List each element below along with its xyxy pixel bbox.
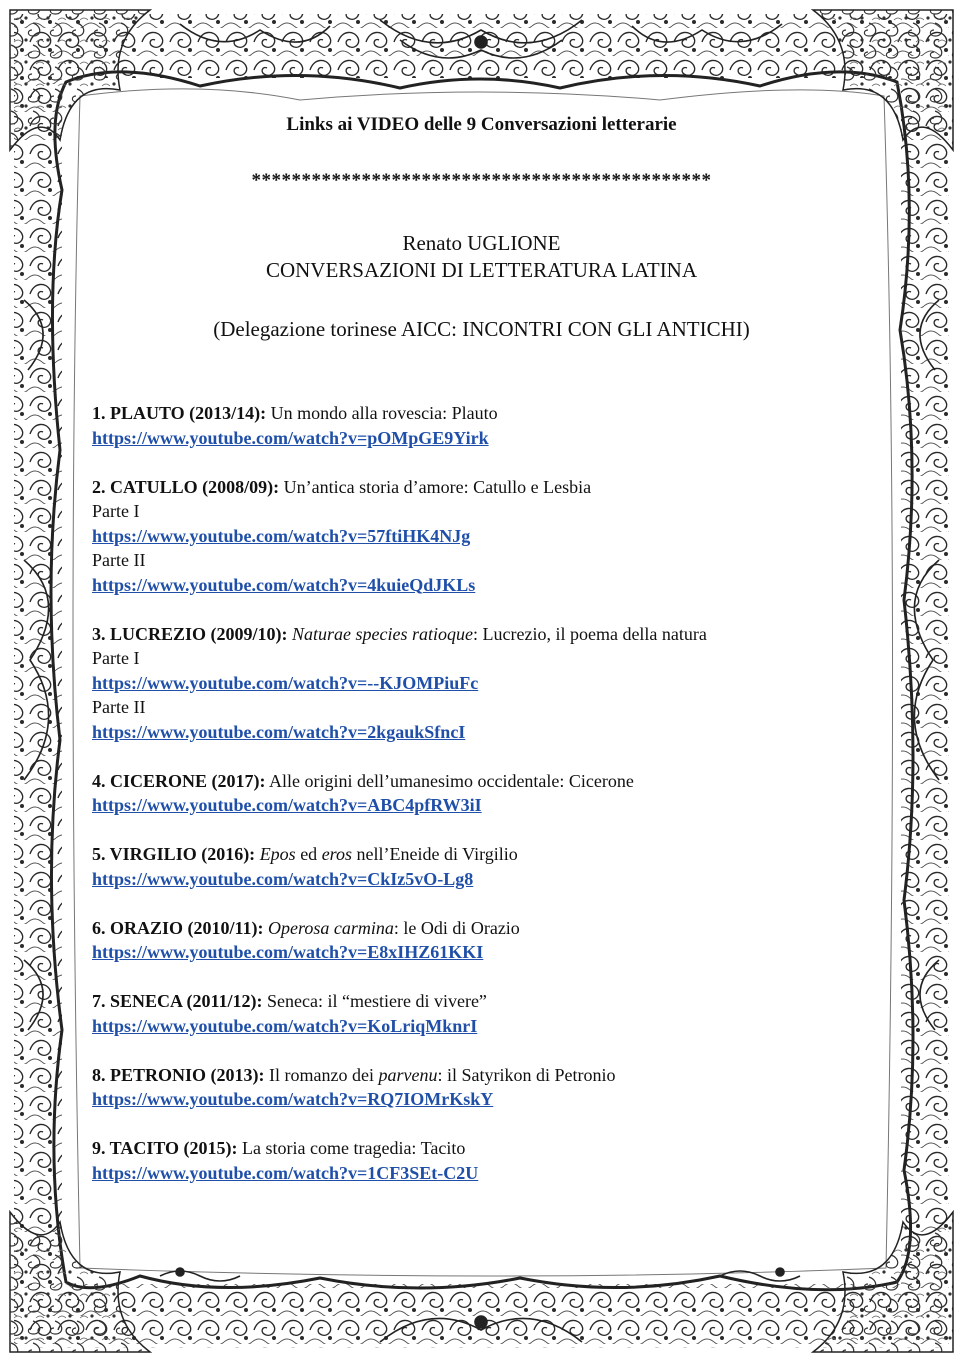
entry-title-italic: Epos [259, 844, 296, 864]
youtube-link[interactable]: https://www.youtube.com/watch?v=4kuieQdJKLs [92, 574, 476, 595]
organization-line: (Delegazione torinese AICC: INCONTRI CON GLI ANTICHI) [213, 317, 750, 341]
entry-title-line [92, 769, 852, 794]
youtube-link[interactable]: https://www.youtube.com/watch?v=2kgaukSfncI [92, 721, 466, 742]
conversation-entry [92, 1136, 852, 1185]
youtube-link[interactable]: https://www.youtube.com/watch?v=KoLriqMknrI [92, 1015, 478, 1036]
entry-title-line [92, 1136, 852, 1161]
entry-title-line [92, 916, 852, 941]
entry-title-text: Alle origini dell’umanesimo occidentale: Cicerone [265, 770, 634, 791]
part-label: Parte II [92, 697, 146, 717]
conversation-entry [92, 401, 852, 450]
entry-title-italic: Naturae species ratioque [292, 623, 473, 644]
entry-title-italic: Operosa carmina [268, 917, 394, 938]
entry-title-italic: eros [321, 844, 353, 864]
series-title: CONVERSAZIONI DI LETTERATURA LATINA [265, 258, 698, 282]
entry-title-line [92, 622, 852, 647]
page-title: Links ai VIDEO delle 9 Conversazioni letterarie [286, 114, 677, 135]
entry-title-text: : il Satyrikon di Petronio [437, 1064, 616, 1085]
entry-title-text: La storia come tragedia: Tacito [237, 1138, 466, 1158]
youtube-link[interactable]: https://www.youtube.com/watch?v=1CF3SEt-C2U [92, 1162, 479, 1183]
entry-title-text: Il romanzo dei [264, 1064, 379, 1085]
conversation-entry [92, 622, 852, 745]
part-label: Parte II [92, 550, 146, 570]
entry-heading: 9. TACITO (2015): [92, 1138, 238, 1158]
youtube-link[interactable]: https://www.youtube.com/watch?v=57ftiHK4NJg [92, 525, 471, 546]
entry-title-text: : Lucrezio, il poema della natura [473, 623, 707, 644]
conversation-entry [92, 1063, 852, 1112]
conversation-entry [92, 989, 852, 1038]
entry-heading: 1. PLAUTO (2013/14): [92, 403, 267, 423]
entry-title-line [92, 401, 852, 426]
entry-title-line [92, 475, 852, 500]
conversation-entry [92, 916, 852, 965]
part-label: Parte I [92, 501, 140, 521]
entry-title-text: ed [295, 844, 322, 864]
entry-title-line [92, 989, 852, 1014]
entry-title-text: : le Odi di Orazio [393, 917, 520, 938]
entry-title-line [92, 1063, 852, 1088]
asterisk-divider: ********************************************** [251, 170, 712, 191]
entry-heading: 4. CICERONE (2017): [92, 770, 266, 791]
author-name: Renato UGLIONE [402, 231, 561, 255]
youtube-link[interactable]: https://www.youtube.com/watch?v=--KJOMPiuFc [92, 672, 479, 693]
entry-heading: 2. CATULLO (2008/09): [92, 476, 280, 497]
entry-heading: 6. ORAZIO (2010/11): [92, 917, 264, 938]
entry-heading: 8. PETRONIO (2013): [92, 1064, 265, 1085]
entry-heading: 3. LUCREZIO (2009/10): [92, 623, 288, 644]
conversation-entry [92, 475, 852, 598]
youtube-link[interactable]: https://www.youtube.com/watch?v=ABC4pfRW3iI [92, 795, 482, 815]
entry-heading: 7. SENECA (2011/12): [92, 991, 263, 1011]
entry-title-text: Seneca: il “mestiere di vivere” [262, 991, 487, 1011]
youtube-link[interactable]: https://www.youtube.com/watch?v=CkIz5vO-Lg8 [92, 868, 474, 889]
youtube-link[interactable]: https://www.youtube.com/watch?v=E8xIHZ61KKI [92, 942, 484, 962]
youtube-link[interactable]: https://www.youtube.com/watch?v=RQ7IOMrKskY [92, 1089, 494, 1109]
entry-title-italic: parvenu [378, 1064, 438, 1085]
conversation-list [92, 401, 852, 1210]
entry-title-text: Un’antica storia d’amore: Catullo e Lesbia [279, 476, 592, 497]
entry-heading: 5. VIRGILIO (2016): [92, 844, 256, 864]
entry-title-text: nell’Eneide di Virgilio [352, 844, 518, 864]
youtube-link[interactable]: https://www.youtube.com/watch?v=pOMpGE9Yirk [92, 427, 489, 448]
conversation-entry [92, 769, 852, 818]
conversation-entry [92, 842, 852, 891]
entry-title-text: Un mondo alla rovescia: Plauto [266, 403, 498, 423]
entry-title-line [92, 842, 852, 867]
part-label: Parte I [92, 648, 140, 668]
